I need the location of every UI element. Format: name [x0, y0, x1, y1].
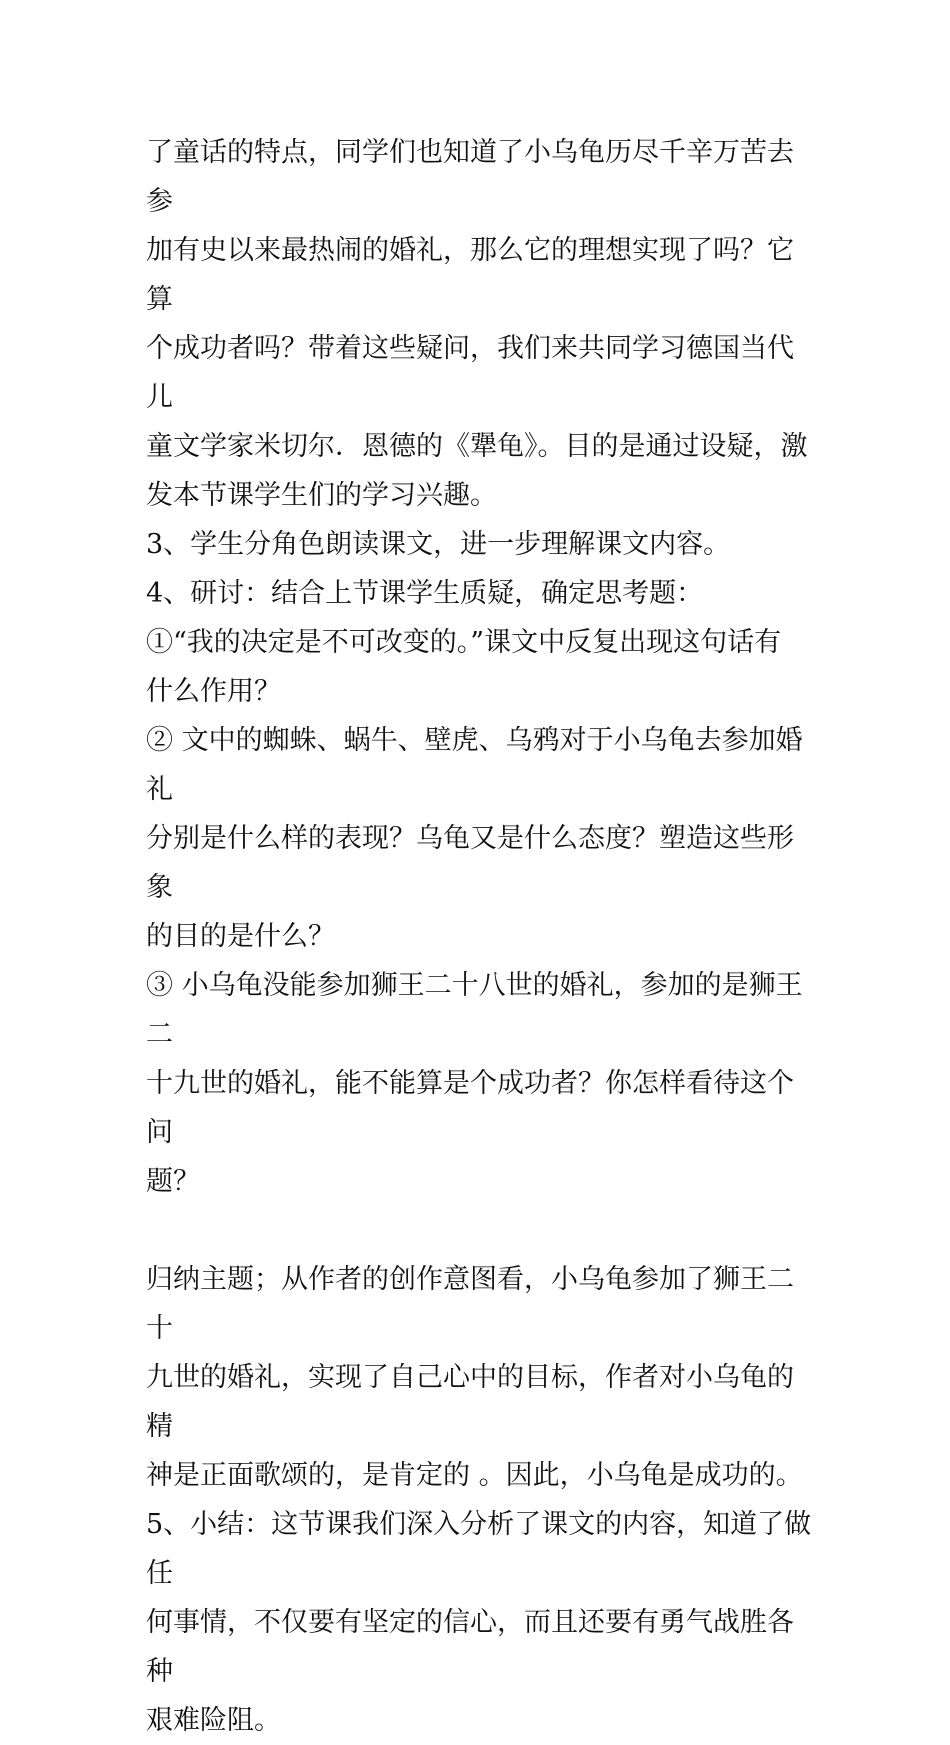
blank-line — [146, 1206, 816, 1255]
step-3-paragraph: 3、学生分角色朗读课文，进一步理解课文内容。 — [146, 529, 731, 560]
step-5-paragraph: 5、小结：这节课我们深入分析了课文的内容，知道了做任 何事情，不仅要有坚定的信心，而且还要有勇气战胜各种 艰难险阻。 — [146, 1509, 812, 1736]
theme-summary-paragraph: 归纳主题；从作者的创作意图看，小乌龟参加了狮王二十 九世的婚礼，实现了自己心中的目标，作者对小乌龟的精 神是正面歌颂的，是肯定的 。因此，小乌龟是成功的。 — [146, 1264, 803, 1491]
question-1-paragraph: ①“我的决定是不可改变的。”课文中反复出现这句话有 什么作用？ — [146, 627, 782, 707]
question-3-paragraph: ③ 小乌龟没能参加狮王二十八世的婚礼，参加的是狮王二 十九世的婚礼，能不能算是个成功者？你怎样看待这个问 题？ — [146, 970, 803, 1197]
question-2-paragraph: ② 文中的蜘蛛、蜗牛、壁虎、乌鸦对于小乌龟去参加婚礼 分别是什么样的表现？乌龟又是什么态度？塑造这些形象 的目的是什么？ — [146, 725, 803, 952]
intro-paragraph: 了童话的特点，同学们也知道了小乌龟历尽千辛万苦去参 加有史以来最热闹的婚礼，那么它的理想实现了吗？它算 个成功者吗？带着这些疑问，我们来共同学习德国当代儿 童文学家米切尔．恩德的《犟龟》。目的是通过设疑，激 发本节课学生们的学习兴趣。 — [146, 137, 808, 511]
document-body — [146, 128, 816, 1745]
step-4-paragraph: 4、研讨：结合上节课学生质疑，确定思考题： — [146, 578, 704, 609]
